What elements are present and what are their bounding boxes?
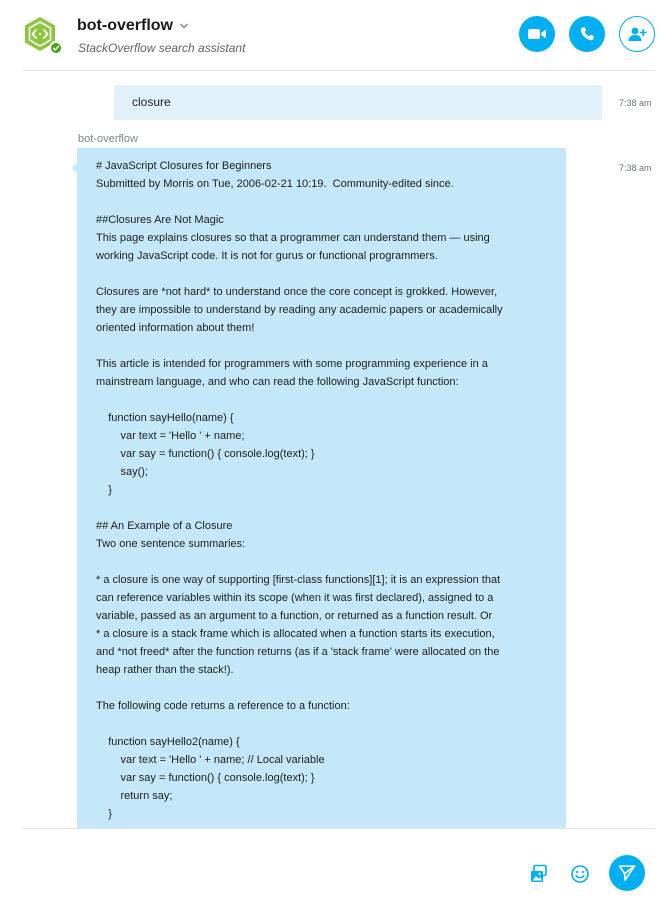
video-camera-icon — [527, 27, 547, 41]
blank-line — [96, 499, 548, 517]
message-timestamp: 7:38 am — [619, 98, 652, 108]
compose-divider — [23, 828, 655, 829]
send-arrow-icon — [618, 864, 636, 882]
phone-icon — [579, 26, 595, 42]
send-button[interactable] — [609, 855, 645, 891]
message-line: function sayHello(name) { — [96, 412, 234, 424]
status-badge — [49, 41, 63, 55]
add-person-icon — [627, 26, 647, 42]
audio-call-button[interactable] — [569, 16, 605, 52]
message-line: working JavaScript code. It is not for gurus or functional programmers. — [96, 250, 438, 262]
message-line: return say; — [96, 790, 173, 802]
video-call-button[interactable] — [519, 16, 555, 52]
emoji-button[interactable] — [569, 863, 591, 885]
message-line: The following code returns a reference to a function: — [96, 700, 350, 712]
blank-line — [96, 265, 548, 283]
message-line: they are impossible to understand by reading any academic papers or academically — [96, 304, 503, 316]
media-button[interactable] — [528, 863, 550, 885]
message-text: closure — [132, 95, 171, 109]
add-people-button[interactable] — [619, 16, 655, 52]
chat-header — [0, 0, 665, 70]
chat-title[interactable]: bot-overflow — [77, 17, 173, 34]
message-text — [96, 157, 548, 823]
blank-line — [96, 553, 548, 571]
blank-line — [96, 391, 548, 409]
message-line: heap rather than the stack!). — [96, 664, 234, 676]
smiley-icon — [570, 864, 590, 884]
message-line: ## An Example of a Closure — [96, 520, 233, 532]
message-line: * a closure is a stack frame which is allocated when a function starts its execution, — [96, 628, 495, 640]
outgoing-message[interactable] — [114, 85, 602, 120]
message-sender: bot-overflow — [78, 133, 138, 145]
incoming-message[interactable] — [77, 148, 566, 828]
message-line: This page explains closures so that a programmer can understand them — using — [96, 232, 490, 244]
message-line: can reference variables within its scope (when it was first declared), assigned to a — [96, 592, 494, 604]
message-line: # JavaScript Closures for Beginners — [96, 160, 272, 172]
message-line: var say = function() { console.log(text); } — [96, 772, 315, 784]
message-line: var text = 'Hello ' + name; — [96, 430, 245, 442]
message-line: var text = 'Hello ' + name; // Local variable — [96, 754, 325, 766]
message-line: } — [96, 808, 112, 820]
message-line: } — [96, 484, 112, 496]
message-line: var say = function() { console.log(text); } — [96, 448, 315, 460]
message-line: Closures are *not hard* to understand once the core concept is grokked. However, — [96, 286, 498, 298]
message-line: variable, passed as an argument to a function, or returned as a function result. Or — [96, 610, 493, 622]
blank-line — [96, 715, 548, 733]
message-line: * a closure is one way of supporting [first-class functions][1]; it is an expression that — [96, 574, 501, 586]
message-list[interactable] — [0, 71, 665, 828]
chevron-down-icon[interactable] — [179, 22, 189, 30]
message-line: and *not freed* after the function returns (as if a 'stack frame' were allocated on the — [96, 646, 500, 658]
avatar[interactable] — [22, 16, 58, 52]
message-input[interactable] — [40, 854, 500, 884]
blank-line — [96, 193, 548, 211]
image-gallery-icon — [529, 864, 549, 884]
check-icon — [52, 44, 60, 52]
blank-line — [96, 337, 548, 355]
message-line: ##Closures Are Not Magic — [96, 214, 224, 226]
message-timestamp: 7:38 am — [619, 163, 652, 173]
compose-bar — [0, 828, 665, 915]
message-line: oriented information about them! — [96, 322, 255, 334]
message-line: function sayHello2(name) { — [96, 736, 240, 748]
message-line: Two one sentence summaries: — [96, 538, 246, 550]
message-line: mainstream language, and who can read the following JavaScript function: — [96, 376, 459, 388]
chat-subtitle: StackOverflow search assistant — [78, 41, 246, 55]
blank-line — [96, 679, 548, 697]
message-line: This article is intended for programmers with some programming experience in a — [96, 358, 488, 370]
message-line: say(); — [96, 466, 148, 478]
message-line: Submitted by Morris on Tue, 2006-02-21 10:19. Community-edited since. — [96, 178, 454, 190]
